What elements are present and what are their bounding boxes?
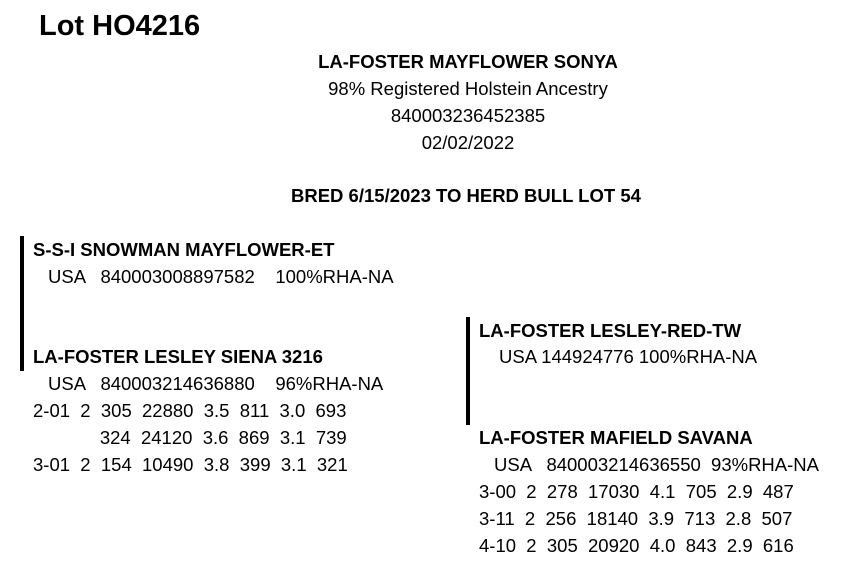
sire-name: S-S-I SNOWMAN MAYFLOWER-ET [33,239,335,260]
dam-record-row: 3-01 2 154 10490 3.8 399 3.1 321 [33,454,348,475]
animal-id: 840003236452385 [390,105,546,126]
dam-dam-record-row: 3-11 2 256 18140 3.9 713 2.8 507 [479,508,793,529]
dam-dam-record-row: 3-00 2 278 17030 4.1 705 2.9 487 [479,481,794,502]
animal-ancestry: 98% Registered Holstein Ancestry [328,78,608,99]
dam-record-row: 2-01 2 305 22880 3.5 811 3.0 693 [33,400,347,421]
dam-dam-name: LA-FOSTER MAFIELD SAVANA [479,427,753,448]
dam-sire-info: USA 144924776 100%RHA-NA [499,346,758,367]
dam-dam-info: USA 840003214636550 93%RHA-NA [494,454,819,475]
bred-note: BRED 6/15/2023 TO HERD BULL LOT 54 [291,185,641,206]
pedigree-bracket-maternal [466,317,470,425]
animal-birthdate: 02/02/2022 [421,132,515,153]
pedigree-bracket-sire-dam [20,236,24,371]
animal-name: LA-FOSTER MAYFLOWER SONYA [318,51,618,72]
dam-name: LA-FOSTER LESLEY SIENA 3216 [33,346,323,367]
dam-info: USA 840003214636880 96%RHA-NA [48,373,384,394]
dam-dam-record-row: 4-10 2 305 20920 4.0 843 2.9 616 [479,535,794,556]
dam-record-row: 324 24120 3.6 869 3.1 739 [33,427,347,448]
sire-info: USA 840003008897582 100%RHA-NA [48,266,394,287]
dam-sire-name: LA-FOSTER LESLEY-RED-TW [479,320,742,341]
lot-number: Lot HO4216 [39,10,201,42]
